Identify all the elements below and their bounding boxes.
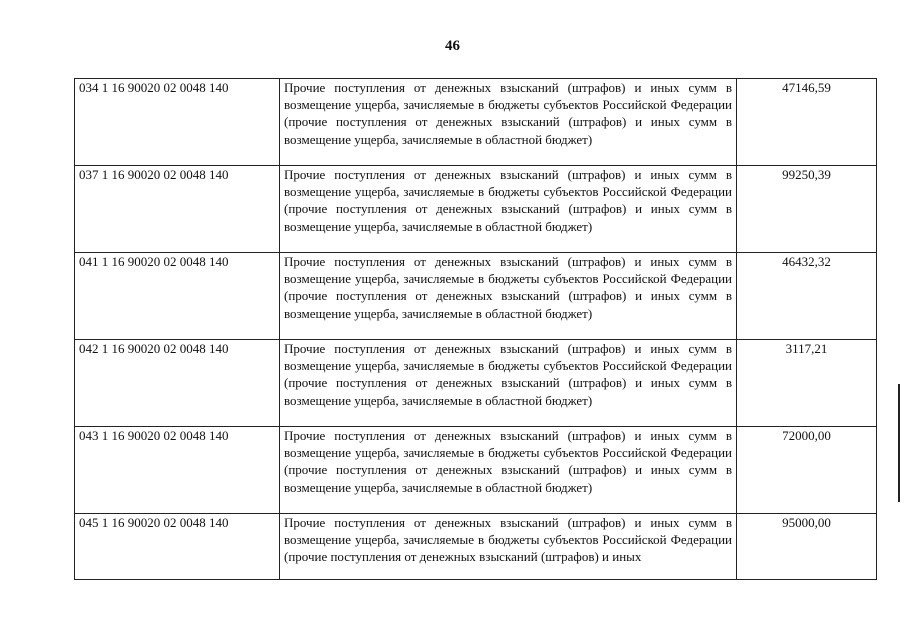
amount-cell: 47146,59 [737,79,877,166]
table-row [75,514,877,580]
budget-code-cell: 043 1 16 90020 02 0048 140 [75,427,280,514]
budget-code-cell: 042 1 16 90020 02 0048 140 [75,340,280,427]
description-cell: Прочие поступления от денежных взысканий (штрафов) и иных сумм в возмещение ущерба, зачисляемые в бюджеты субъектов Российской Федерации (прочие поступления от денежных взысканий (штрафов) и иных сумм в возмещение ущерба, зачисляемые в областной бюджет) [280,340,737,427]
amount-cell: 95000,00 [737,514,877,580]
margin-scan-mark [898,384,900,502]
amount-cell: 3117,21 [737,340,877,427]
budget-code-cell: 034 1 16 90020 02 0048 140 [75,79,280,166]
budget-code-cell: 041 1 16 90020 02 0048 140 [75,253,280,340]
revenue-table [74,78,877,580]
description-cell: Прочие поступления от денежных взысканий (штрафов) и иных сумм в возмещение ущерба, зачисляемые в бюджеты субъектов Российской Федерации (прочие поступления от денежных взысканий (штрафов) и иных сумм в возмещение ущерба, зачисляемые в областной бюджет) [280,166,737,253]
amount-cell: 99250,39 [737,166,877,253]
description-cell: Прочие поступления от денежных взысканий (штрафов) и иных сумм в возмещение ущерба, зачисляемые в бюджеты субъектов Российской Федерации (прочие поступления от денежных взысканий (штрафов) и иных сумм в возмещение ущерба, зачисляемые в областной бюджет) [280,79,737,166]
description-cell: Прочие поступления от денежных взысканий (штрафов) и иных сумм в возмещение ущерба, зачисляемые в бюджеты субъектов Российской Федерации (прочие поступления от денежных взысканий (штрафов) и иных [280,514,737,580]
amount-cell: 72000,00 [737,427,877,514]
table-row [75,340,877,427]
page-number: 46 [445,38,460,54]
amount-cell: 46432,32 [737,253,877,340]
budget-code-cell: 037 1 16 90020 02 0048 140 [75,166,280,253]
description-cell: Прочие поступления от денежных взысканий (штрафов) и иных сумм в возмещение ущерба, зачисляемые в бюджеты субъектов Российской Федерации (прочие поступления от денежных взысканий (штрафов) и иных сумм в возмещение ущерба, зачисляемые в областной бюджет) [280,427,737,514]
table-row [75,253,877,340]
table-row [75,166,877,253]
table-row [75,427,877,514]
table-row [75,79,877,166]
description-cell: Прочие поступления от денежных взысканий (штрафов) и иных сумм в возмещение ущерба, зачисляемые в бюджеты субъектов Российской Федерации (прочие поступления от денежных взысканий (штрафов) и иных сумм в возмещение ущерба, зачисляемые в областной бюджет) [280,253,737,340]
budget-code-cell: 045 1 16 90020 02 0048 140 [75,514,280,580]
